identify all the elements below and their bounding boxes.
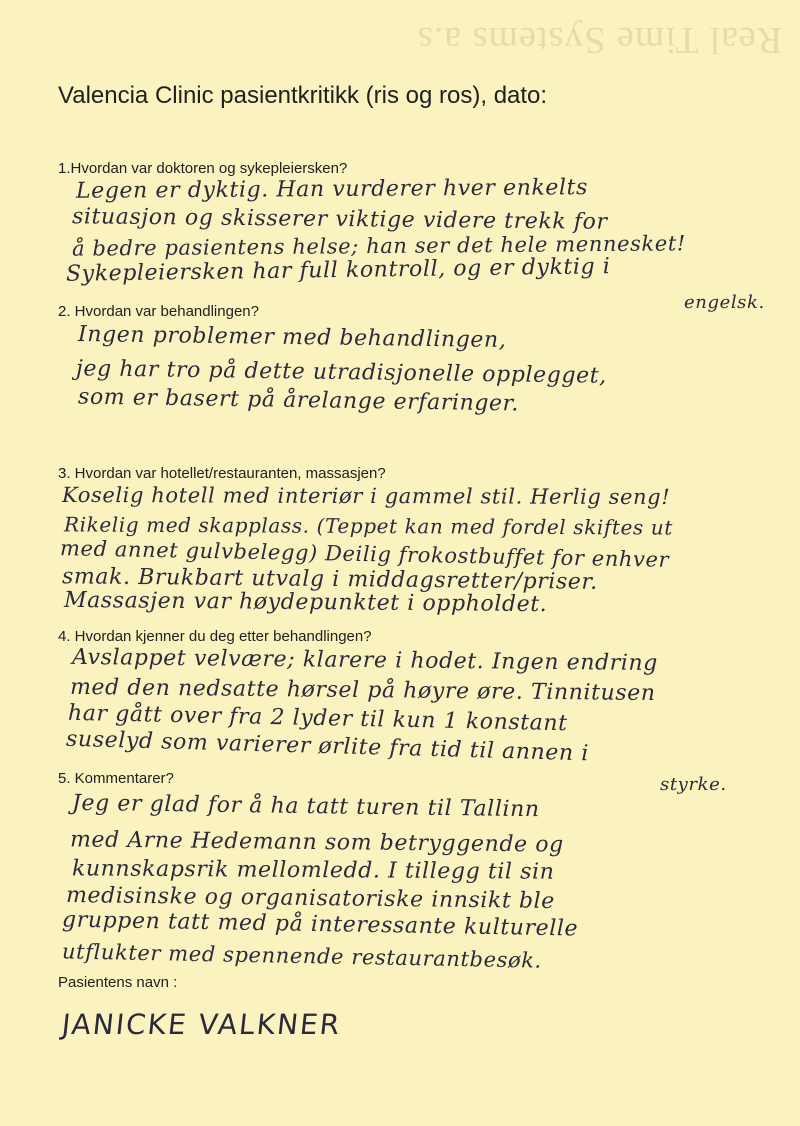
answer-3-line-5: Massasjen var høydepunktet i oppholdet. [63, 587, 548, 618]
question-4-label: 4. Hvordan kjenner du deg etter behandlingen? [58, 628, 372, 645]
question-5-label: 5. Kommentarer? [58, 770, 174, 787]
answer-5-line-6: utflukter med spennende restaurantbesøk. [61, 939, 543, 973]
answer-1-line-4: Sykepleiersken har full kontroll, og er dyktig i [65, 254, 611, 287]
answer-2-line-1: Ingen problemer med behandlingen, [77, 322, 507, 353]
answer-5-line-5: gruppen tatt med på interessante kulturelle [61, 907, 579, 942]
answer-5-line-3: kunnskapsrik mellomledd. I tillegg til sin [71, 856, 555, 885]
patient-name-label: Pasientens navn : [58, 974, 178, 991]
answer-5-line-4: medisinske og organisatoriske innsikt ble [65, 883, 556, 914]
answer-1-line-2: situasjon og skisserer viktige videre trekk for [71, 204, 608, 235]
answer-2-line-2: jeg har tro på dette utradisjonelle opplegget, [75, 356, 607, 389]
answer-3-line-2: Rikelig med skapplass. (Teppet kan med fordel skiftes ut [63, 512, 673, 540]
answer-4-line-1: Avslappet velvære; klarere i hodet. Ingen endring [71, 644, 659, 677]
question-2-label: 2. Hvordan var behandlingen? [58, 303, 259, 320]
answer-4-line-3: har gått over fra 2 lyder til kun 1 konstant [67, 700, 568, 737]
answer-3-line-1: Koselig hotell med interiør i gammel stil. Herlig seng! [61, 482, 671, 510]
answer-1-line-5: engelsk. [684, 292, 765, 313]
answer-4-line-2: med den nedsatte hørsel på høyre øre. Tinnitusen [69, 674, 656, 707]
answer-3-line-3: med annet gulvbelegg) Deilig frokostbuffet for enhver [59, 536, 670, 572]
question-1-label: 1.Hvordan var doktoren og sykepleiersken? [58, 160, 348, 177]
answer-3-line-4: smak. Brukbart utvalg i middagsretter/priser. [61, 564, 598, 595]
answer-1-line-1: Legen er dyktig. Han vurderer hver enkelts [75, 175, 589, 204]
question-3-label: 3. Hvordan var hotellet/restauranten, massasjen? [58, 465, 386, 482]
answer-4-line-4: suselyd som varierer ørlite fra tid til annen i [65, 726, 590, 767]
answer-2-line-3: som er basert på årelange erfaringer. [77, 384, 520, 417]
form-title: Valencia Clinic pasientkritikk (ris og ros), dato: [58, 82, 548, 109]
answer-1-line-3: å bedre pasientens helse; han ser det hele mennesket! [71, 231, 686, 261]
answer-5-line-1: Jeg er glad for å ha tatt turen til Tallinn [71, 790, 540, 823]
patient-name-value: JANICKE VALKNER [60, 1008, 343, 1041]
watermark: Real Time Systems a.s [416, 19, 782, 61]
answer-4-line-5: styrke. [660, 774, 727, 795]
answer-5-line-2: med Arne Hedemann som betryggende og [69, 827, 564, 858]
